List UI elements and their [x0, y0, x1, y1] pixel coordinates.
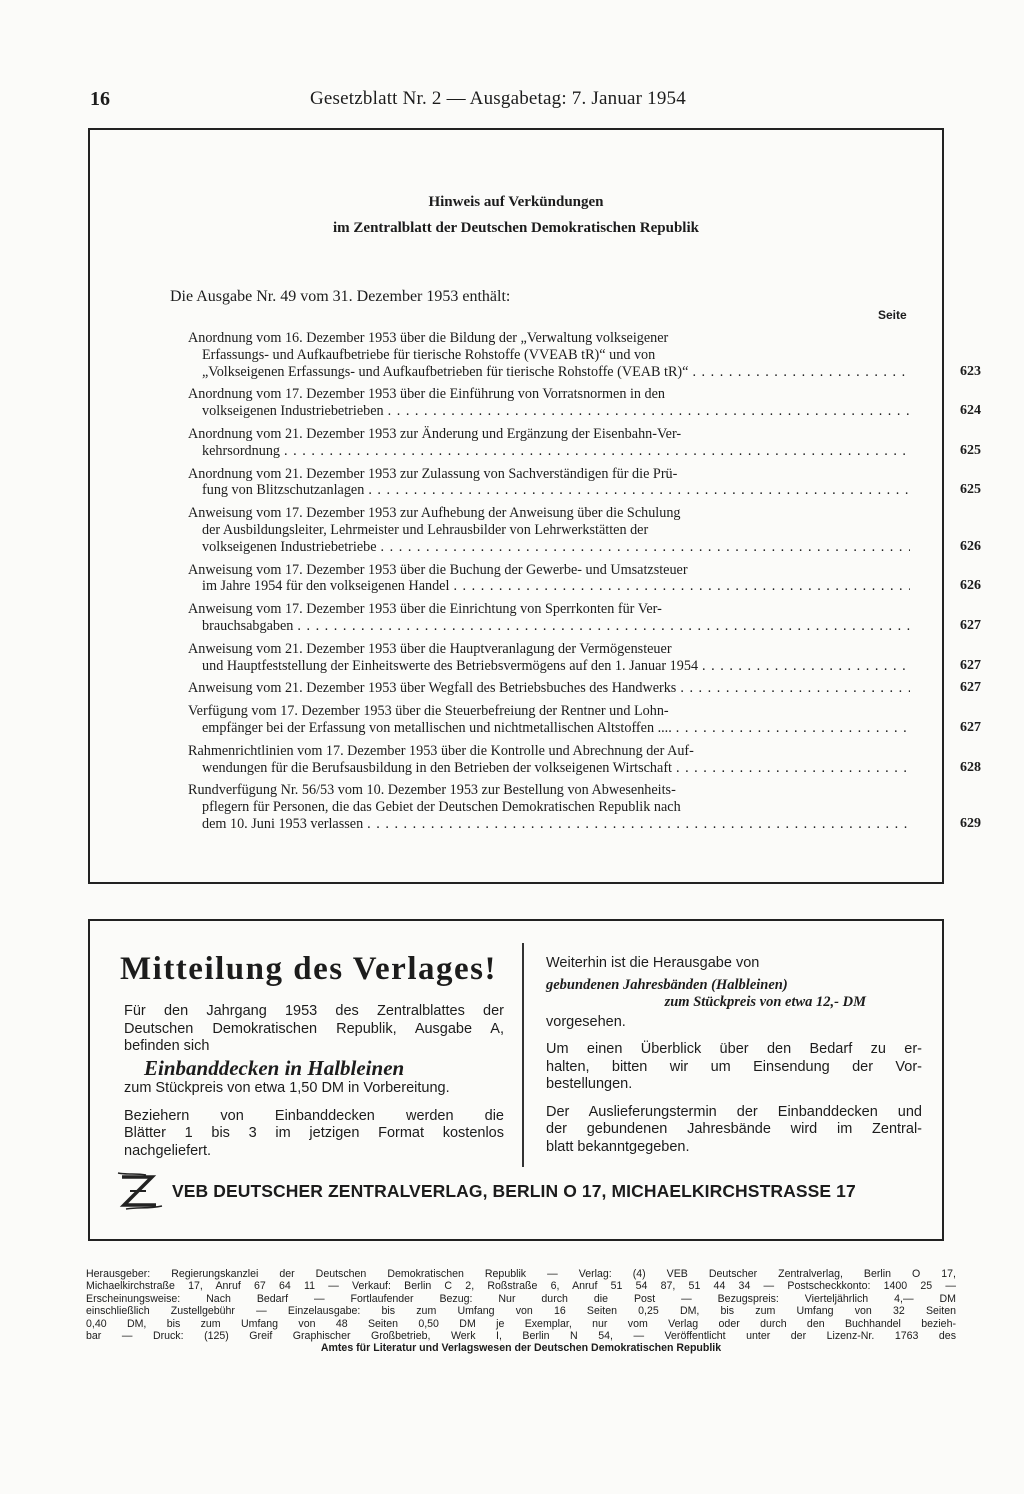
entry-page-number: 626 — [960, 538, 981, 554]
entry-text: Anordnung vom 21. Dezember 1953 zur Änderung und Ergänzung der Eisenbahn-Ver- — [188, 425, 682, 442]
right-para3-line: Der Auslieferungstermin der Einbanddecken und — [546, 1103, 922, 1120]
entry-line — [188, 703, 910, 720]
entry-text: Anweisung vom 21. Dezember 1953 über die Hauptveranlagung der Vermögensteuer — [188, 640, 672, 657]
entry-page-number: 625 — [960, 442, 981, 458]
entry-text: brauchsabgaben — [202, 617, 294, 634]
entry-line — [188, 330, 910, 347]
announcement-entry — [188, 465, 981, 500]
binding-offer: Einbanddecken in Halbleinen — [144, 1055, 405, 1080]
dot-leader — [680, 680, 910, 697]
entry-text: fung von Blitzschutzanlagen — [202, 482, 365, 499]
publisher-notice-box — [88, 919, 944, 1241]
entry-text: dem 10. Juni 1953 verlassen — [202, 815, 364, 832]
entry-page-number: 627 — [960, 719, 981, 735]
entry-line — [188, 760, 910, 777]
announcement-entry — [188, 640, 981, 675]
right-para2-line: Um einen Überblick über den Bedarf zu er- — [546, 1041, 922, 1057]
entry-page-number: 627 — [960, 617, 981, 633]
notice-subtitle: im Zentralblatt der Deutschen Demokratischen Republik — [333, 220, 699, 236]
entry-page-number: 624 — [960, 403, 981, 419]
zentralverlag-logo-icon — [116, 1171, 166, 1211]
entry-text: empfänger bei der Erfassung von metallischen und nichtmetallischen Altstoffen .... — [202, 719, 672, 736]
entry-text: der Ausbildungsleiter, Lehrmeister und Lehrausbilder von Lehrwerkstätten der — [202, 521, 649, 538]
entry-text: Anweisung vom 21. Dezember 1953 über Wegfall des Betriebsbuches des Handwerks — [188, 680, 677, 697]
announcement-entry — [188, 742, 981, 777]
entry-line — [188, 720, 910, 737]
entry-line — [188, 347, 910, 364]
imprint-text: VEB DEUTSCHER ZENTRALVERLAG, BERLIN O 17, MICHAELKIRCHSTRASSE 17 — [172, 1181, 856, 1201]
entry-line — [188, 601, 910, 618]
entry-text: Rahmenrichtlinien vom 17. Dezember 1953 über die Kontrolle und Abrechnung der Auf- — [188, 742, 694, 759]
colophon-line: Michaelkirchstraße 17, Anruf 67 64 11 — Verkauf: Berlin C 2, Roßstraße 6, Anruf 51 54 87, 51 44 34 — Postscheckkonto: 1400 25 — — [86, 1280, 956, 1293]
left-para2-line: Blätter 1 bis 3 im jetzigen Format kostenlos — [124, 1125, 504, 1141]
entry-text: kehrsordnung — [202, 442, 281, 459]
dot-leader — [368, 482, 910, 499]
left-para1-line: Deutschen Demokratischen Republik, Ausgabe A, — [124, 1020, 504, 1037]
notice-left-column — [124, 1003, 504, 1160]
right-intro-line: Weiterhin ist die Herausgabe von — [546, 955, 760, 971]
right-para3-line: der gebundenen Jahresbände wird im Zentral- — [546, 1121, 922, 1137]
entry-text: Anweisung vom 17. Dezember 1953 über die Einrichtung von Sperrkonten für Ver- — [188, 601, 662, 618]
entry-line — [188, 578, 910, 595]
entry-line — [188, 618, 910, 635]
dot-leader — [367, 816, 910, 833]
entry-line — [188, 539, 910, 556]
announcement-entry — [188, 330, 981, 380]
left-para2-line: Beziehern von Einbanddecken werden die — [124, 1107, 504, 1124]
entry-page-number: 627 — [960, 657, 981, 673]
publisher-notice-heading: Mitteilung des Verlages! — [120, 951, 497, 987]
entry-line — [188, 505, 910, 522]
entry-line — [188, 386, 910, 403]
dot-leader — [388, 403, 910, 420]
announcement-entry — [188, 425, 981, 460]
issue-intro: Die Ausgabe Nr. 49 vom 31. Dezember 1953 enthält: — [170, 288, 511, 305]
entry-line — [188, 403, 910, 420]
entry-text: volkseigenen Industriebetriebe — [202, 538, 377, 555]
colophon-line: bar — Druck: (125) Greif Graphischer Großbetrieb, Werk I, Berlin N 54, — Veröffentlicht unter der Lizenz-Nr. 1763 des — [86, 1330, 956, 1343]
entry-text: Anordnung vom 21. Dezember 1953 zur Zulassung von Sachverständigen für die Prü- — [188, 465, 678, 482]
entry-page-number: 628 — [960, 759, 981, 775]
entry-line — [188, 364, 910, 381]
announcement-entry — [188, 703, 981, 737]
colophon — [86, 1268, 956, 1355]
dot-leader — [284, 443, 910, 460]
entry-line — [188, 482, 910, 499]
entry-page-number: 629 — [960, 815, 981, 831]
entry-page-number: 623 — [960, 363, 981, 379]
entry-line — [188, 426, 910, 443]
entry-text: „Volkseigenen Erfassungs- und Aufkaufbetrieben für tierische Rohstoffe (VEAB tR)“ — [202, 363, 689, 380]
annual-volumes-offer: gebundenen Jahresbänden (Halbleinen) — [546, 976, 788, 993]
entry-line — [188, 816, 910, 833]
entry-text: und Hauptfeststellung der Einheitswerte des Betriebsvermögens auf den 1. Januar 1954 — [202, 657, 699, 674]
entry-line — [188, 680, 910, 697]
entry-page-number: 625 — [960, 482, 981, 498]
column-divider — [522, 943, 524, 1167]
page-header — [90, 88, 934, 114]
entry-page-number: 626 — [960, 578, 981, 594]
notice-title: Hinweis auf Verkündungen — [428, 194, 604, 210]
left-para1-line: Für den Jahrgang 1953 des Zentralblattes der — [124, 1003, 504, 1019]
entry-text: Rundverfügung Nr. 56/53 vom 10. Dezember 1953 zur Bestellung von Abwesenheits- — [188, 782, 676, 799]
dot-leader — [692, 364, 910, 381]
announcement-entry — [188, 386, 981, 420]
entry-line — [188, 782, 910, 799]
price-line: zum Stückpreis von etwa 1,50 DM in Vorbereitung. — [124, 1080, 450, 1096]
colophon-line: 0,40 DM, bis zum Umfang von 48 Seiten 0,50 DM je Exemplar, nur vom Verlag oder durch den Buchhandel bezieh- — [86, 1317, 956, 1330]
running-title: Gesetzblatt Nr. 2 — Ausgabetag: 7. Januar 1954 — [310, 88, 686, 109]
entry-line — [188, 443, 910, 460]
entry-text: Anordnung vom 17. Dezember 1953 über die Einführung von Vorratsnormen in den — [188, 386, 666, 403]
page-number: 16 — [90, 88, 110, 110]
entry-line — [188, 658, 910, 675]
right-para3-line: blatt bekanntgegeben. — [546, 1138, 690, 1155]
dot-leader — [676, 720, 910, 737]
colophon-line: Herausgeber: Regierungskanzlei der Deutschen Demokratischen Republik — Verlag: (4) VEB Deutscher Zentralverlag, Berlin O 17, — [86, 1268, 956, 1280]
entry-text: pflegern für Personen, die das Gebiet der Deutschen Demokratischen Republik nach — [202, 799, 681, 816]
entry-line — [188, 799, 910, 816]
entry-text: Anordnung vom 16. Dezember 1953 über die Bildung der „Verwaltung volkseigener — [188, 330, 669, 346]
entry-text: Erfassungs- und Aufkaufbetriebe für tierische Rohstoffe (VVEAB tR)“ und von — [202, 346, 656, 363]
entry-line — [188, 562, 910, 579]
entry-line — [188, 522, 910, 539]
entry-line — [188, 641, 910, 658]
publisher-imprint — [116, 1171, 926, 1211]
entry-page-number: 627 — [960, 680, 981, 696]
left-para2-line: nachgeliefert. — [124, 1142, 212, 1159]
announcement-entry — [188, 601, 981, 635]
entry-line — [188, 743, 910, 760]
dot-leader — [676, 760, 910, 777]
announcements-box — [88, 128, 981, 884]
entry-text: wendungen für die Berufsausbildung in den Betrieben der volkseigenen Wirtschaft — [202, 759, 672, 776]
entry-text: im Jahre 1954 für den volkseigenen Handel — [202, 578, 450, 595]
dot-leader — [702, 658, 910, 675]
announcement-list — [188, 330, 981, 839]
right-para2-line: bestellungen. — [546, 1076, 633, 1092]
announcement-entry — [188, 782, 981, 832]
dot-leader — [297, 618, 910, 635]
dot-leader — [453, 578, 910, 595]
announcement-entry — [188, 561, 981, 596]
page-column-label: Seite — [878, 308, 907, 322]
entry-text: Anweisung vom 17. Dezember 1953 über die Buchung der Gewerbe- und Umsatzsteuer — [188, 561, 688, 578]
annual-volumes-price: zum Stückpreis von etwa 12,- DM — [664, 994, 866, 1010]
notice-right-column — [546, 955, 922, 1156]
entry-text: volkseigenen Industriebetrieben — [202, 403, 384, 420]
dot-leader — [381, 539, 910, 556]
right-para2-line: halten, bitten wir um Einsendung der Vor- — [546, 1058, 922, 1075]
announcement-entry — [188, 505, 981, 555]
colophon-line: einschließlich Zustellgebühr — Einzelausgabe: bis zum Umfang von 16 Seiten 0,25 DM, bis zum Umfang von 32 Seiten — [86, 1305, 956, 1318]
left-para1-line: befinden sich — [124, 1038, 210, 1054]
right-intro-end: vorgesehen. — [546, 1013, 626, 1030]
colophon-line: Amtes für Literatur und Verlagswesen der Deutschen Demokratischen Republik — [320, 1342, 722, 1355]
colophon-line: Erscheinungsweise: Nach Bedarf — Fortlaufender Bezug: Nur durch die Post — Bezugspreis: Vierteljährlich 4,— DM — [86, 1292, 956, 1305]
entry-text: Anweisung vom 17. Dezember 1953 zur Aufhebung der Anweisung über die Schulung — [188, 505, 681, 522]
entry-text: Verfügung vom 17. Dezember 1953 über die Steuerbefreiung der Rentner und Lohn- — [188, 703, 669, 720]
announcement-entry — [188, 680, 981, 697]
entry-line — [188, 466, 910, 483]
